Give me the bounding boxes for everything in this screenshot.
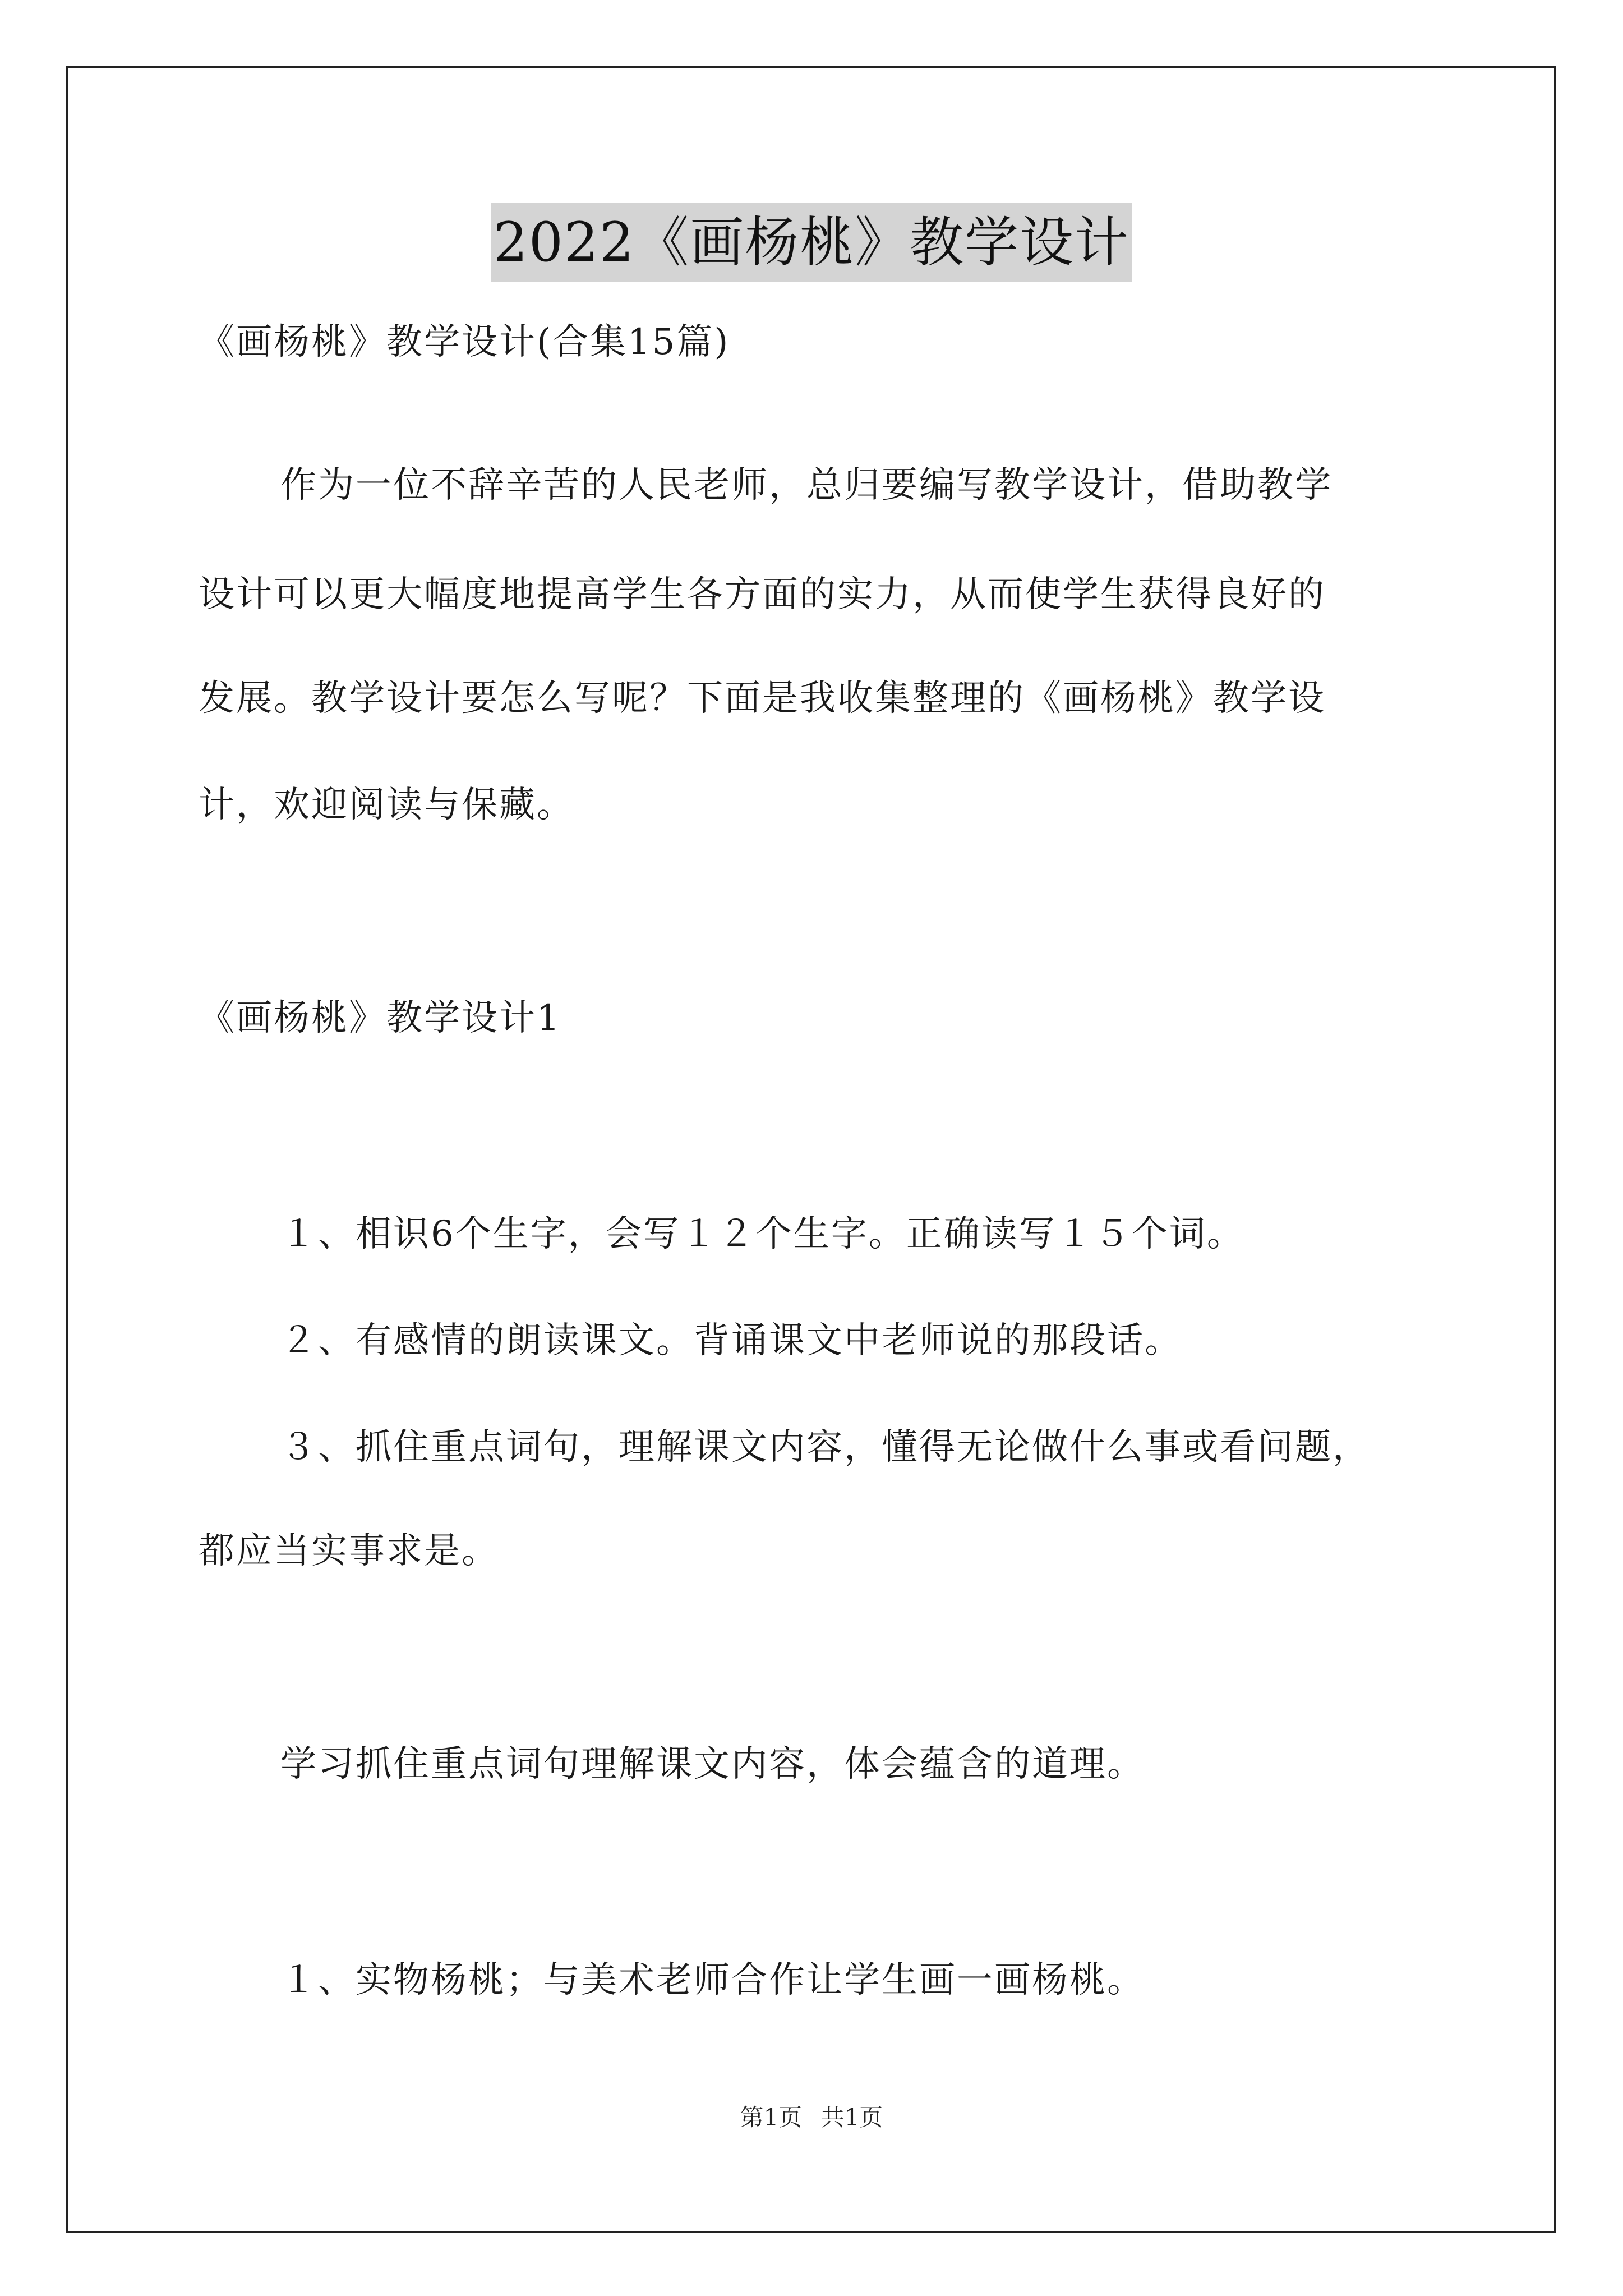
- intro-line-4: 计，欢迎阅读与保藏。: [199, 784, 574, 826]
- title-container: [0, 203, 1623, 282]
- document-title: 2022《画杨桃》教学设计: [491, 203, 1132, 282]
- section-heading-1: 《画杨桃》教学设计1: [199, 997, 561, 1039]
- goal-line-3-cont: 都应当实事求是。: [199, 1530, 499, 1572]
- intro-line-1: 作为一位不辞辛苦的人民老师，总归要编写教学设计，借助教学: [280, 464, 1332, 506]
- page-number: 第1页: [740, 2104, 803, 2131]
- page-total: 共1页: [820, 2104, 883, 2131]
- goal-line-3: ３、抓住重点词句，理解课文内容，懂得无论做什么事或看问题，: [280, 1427, 1370, 1468]
- goal-line-2: ２、有感情的朗读课文。背诵课文中老师说的那段话。: [280, 1320, 1182, 1361]
- subtitle-line: 《画杨桃》教学设计(合集15篇): [199, 321, 730, 363]
- page-footer: [0, 2101, 1623, 2134]
- intro-line-3: 发展。教学设计要怎么写呢？下面是我收集整理的《画杨桃》教学设: [199, 678, 1326, 719]
- page-border: [66, 66, 1556, 2233]
- preparation-line: １、实物杨桃；与美术老师合作让学生画一画杨桃。: [280, 1959, 1145, 2001]
- intro-line-2: 设计可以更大幅度地提高学生各方面的实力，从而使学生获得良好的: [199, 574, 1326, 615]
- goal-line-1: １、相识6个生字，会写１２个生字。正确读写１５个词。: [280, 1213, 1244, 1255]
- key-point-line: 学习抓住重点词句理解课文内容，体会蕴含的道理。: [280, 1743, 1145, 1785]
